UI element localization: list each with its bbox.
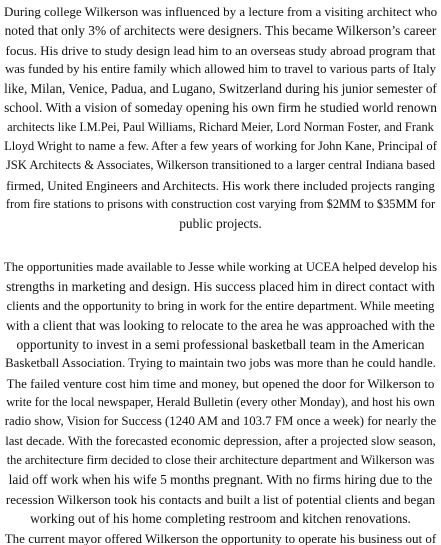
- text-line: public projects.: [179, 216, 262, 232]
- text-line: focus. His drive to study design lead him to an overseas study abroad program that: [5, 42, 436, 58]
- text-line: was funded by his entire family which allowed him to travel to various parts of Italy: [4, 61, 437, 76]
- text-line: firmed, United Engineers and Architects. His work there included projects ranging: [6, 177, 435, 193]
- text-line: recession Wilkerson took his contacts and built a list of potential clients and began: [5, 491, 436, 507]
- text-line: Lloyd Wright to name a few. After a few years of working for John Kane, Principal of: [4, 139, 437, 154]
- text-line: JSK Architects & Associates, Wilkerson transitioned to a larger central Indiana based: [5, 158, 436, 173]
- text-line: radio show, Vision for Success (1240 AM and 103.7 FM once a week) for nearly the: [4, 414, 437, 429]
- text-line: noted that only 3% of architects were designers. This became Wilkerson’s career: [4, 23, 437, 39]
- text-line: with a client that was looking to relocate to the area he was approached with the: [6, 317, 435, 333]
- text-line: working out of his home completing restroom and kitchen renovations.: [30, 510, 411, 526]
- biography-paragraph-2: [4, 258, 437, 528]
- text-line: the architecture firm decided to close their architecture department and Wilkerson was: [6, 452, 435, 467]
- text-line: Basketball Association. Trying to maintain two jobs was more than he could handle.: [5, 356, 436, 371]
- text-line: architects like I.M.Pei, Paul Williams, Richard Meier, Lord Norman Foster, and Frank: [7, 119, 434, 134]
- text-line: The failed venture cost him time and money, but opened the door for Wilkerson to: [6, 375, 435, 391]
- text-line: clients and the opportunity to bring in work for the entire department. While meeting: [6, 298, 435, 313]
- text-line: The opportunities made available to Jesse while working at UCEA helped develop his: [4, 260, 437, 274]
- biography-paragraph-3: [4, 529, 437, 545]
- text-line: last decade. With the forecasted economic depression, after a projected slow season,: [5, 433, 436, 448]
- text-line: opportunity to invest in a semi professional basketball team in the American: [16, 337, 425, 353]
- biography-paragraph-1: [4, 2, 437, 234]
- text-line: laid off work when his wife 5 months pregnant. With no firms hiring due to the: [8, 472, 433, 488]
- text-line: strengths in marketing and design. His success placed him in direct contact with: [6, 279, 435, 295]
- text-line: from fire stations to prisons with construction cost varying from $2MM to $35MM for: [5, 196, 436, 211]
- text-line: school. With a vision of someday opening his own firm he studied world renown: [4, 100, 437, 116]
- text-line: During college Wilkerson was influenced by a lecture from a visiting architect who: [4, 4, 438, 19]
- text-line: like, Milan, Venice, Padua, and Lugano, Switzerland during his junior semester of: [4, 81, 437, 97]
- text-line: The current mayor offered Wilkerson the opportunity to operate his business out of: [4, 531, 437, 545]
- text-line: write for the local newspaper, Herald Bulletin (every other Monday), and host his own: [6, 395, 435, 410]
